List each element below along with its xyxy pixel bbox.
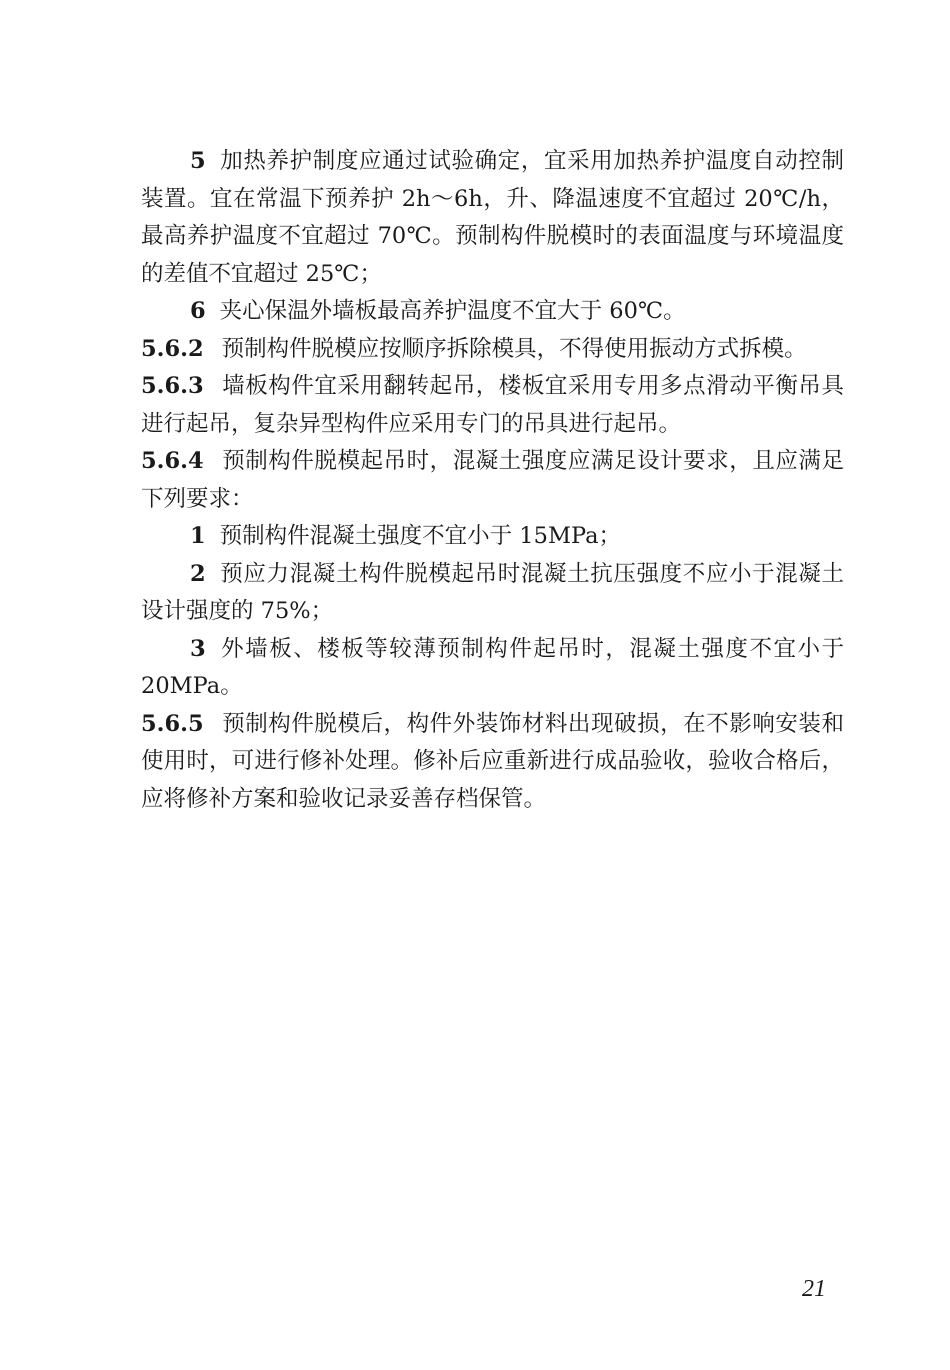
clause-number: 5.6.4 (141, 448, 204, 474)
item-text: 预制构件混凝土强度不宜小于 15MPa； (219, 523, 622, 549)
clause-text: 预制构件脱模起吊时，混凝土强度应满足设计要求，且应满足下列要求： (141, 448, 844, 512)
list-item-6 (141, 293, 844, 331)
item-number: 1 (190, 523, 206, 549)
list-item-1 (141, 518, 844, 556)
document-body (141, 143, 844, 818)
item-number: 3 (190, 635, 206, 662)
item-number: 2 (190, 560, 206, 587)
clause-5-6-2 (141, 331, 844, 369)
clause-number: 5.6.2 (141, 335, 204, 362)
item-text: 加热养护制度应通过试验确定，宜采用加热养护温度自动控制装置。宜在常温下预养护 2h～6h，升、降温速度不宜超过 20℃/h，最高养护温度不宜超过 70℃。预制构件脱模时的表面温度与环境温度的差值不宜超过 25℃； (141, 148, 844, 287)
clause-text: 墙板构件宜采用翻转起吊，楼板宜采用专用多点滑动平衡吊具进行起吊，复杂异型构件应采用专门的吊具进行起吊。 (141, 373, 844, 437)
list-item-5 (141, 143, 844, 293)
item-number: 5 (190, 148, 206, 174)
clause-5-6-5 (141, 706, 844, 819)
page-number: 21 (802, 1276, 826, 1302)
list-item-3 (141, 631, 844, 706)
clause-5-6-3 (141, 368, 844, 443)
clause-5-6-4 (141, 443, 844, 518)
clause-text: 预制构件脱模应按顺序拆除模具，不得使用振动方式拆模。 (221, 335, 807, 362)
item-text: 外墙板、楼板等较薄预制构件起吊时，混凝土强度不宜小于 20MPa。 (141, 635, 844, 699)
clause-text: 预制构件脱模后，构件外装饰材料出现破损，在不影响安装和使用时，可进行修补处理。修补后应重新进行成品验收，验收合格后，应将修补方案和验收记录妥善存档保管。 (141, 710, 844, 812)
item-text: 夹心保温外墙板最高养护温度不宜大于 60℃。 (219, 298, 686, 324)
list-item-2 (141, 556, 844, 631)
clause-number: 5.6.5 (141, 710, 204, 737)
item-number: 6 (190, 298, 206, 324)
item-text: 预应力混凝土构件脱模起吊时混凝土抗压强度不应小于混凝土设计强度的 75%； (141, 560, 844, 624)
clause-number: 5.6.3 (141, 373, 204, 399)
